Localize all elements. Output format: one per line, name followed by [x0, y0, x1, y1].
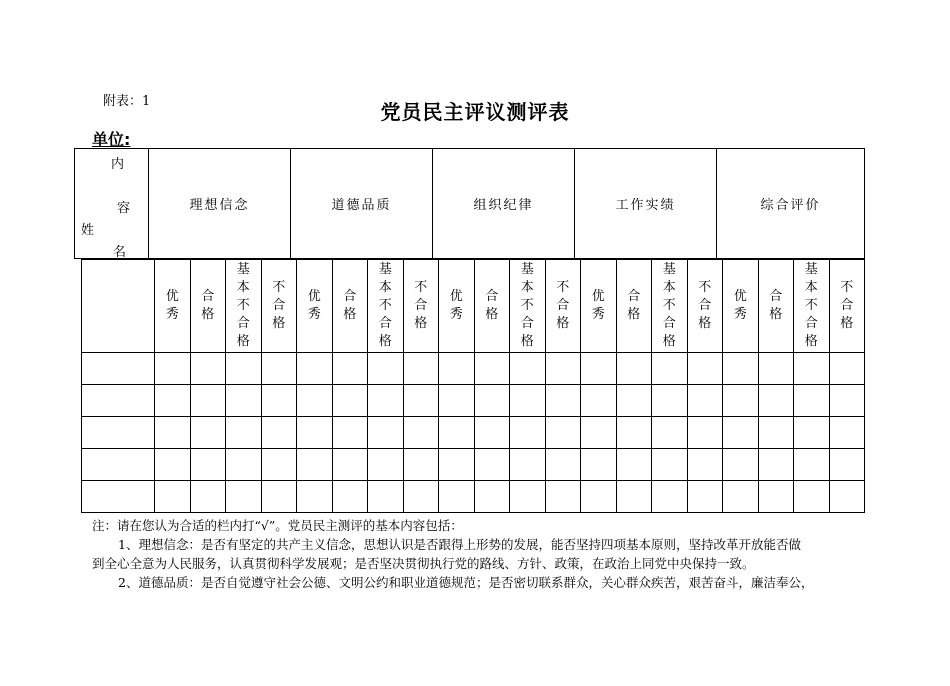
grade-header-char: 不: [840, 280, 854, 295]
rating-check-cell[interactable]: [403, 417, 439, 449]
rating-check-cell[interactable]: [403, 481, 439, 513]
grade-header-char: 格: [698, 316, 712, 331]
grade-header-char: 秀: [307, 307, 321, 322]
grade-header-char: 合: [414, 298, 428, 313]
rating-check-cell[interactable]: [652, 449, 688, 481]
rating-check-cell[interactable]: [226, 417, 262, 449]
rating-check-cell[interactable]: [261, 481, 297, 513]
grade-header-qualified: [332, 260, 368, 353]
rating-check-cell[interactable]: [794, 417, 830, 449]
rating-check-cell[interactable]: [510, 481, 546, 513]
grade-header-qualified: [474, 260, 510, 353]
member-name-cell[interactable]: [82, 353, 155, 385]
grade-header-char: 优: [733, 289, 747, 304]
rating-check-cell[interactable]: [758, 417, 794, 449]
grade-header-char: 合: [343, 289, 357, 304]
corner-label-name-1: 姓: [81, 223, 95, 238]
rating-check-cell[interactable]: [545, 385, 581, 417]
rating-check-cell[interactable]: [190, 481, 226, 513]
attachment-label: 附表：1: [103, 94, 151, 109]
grade-header-excellent: [155, 260, 191, 353]
grade-header-char: 基: [662, 262, 676, 277]
grade-header-char: 不: [236, 298, 250, 313]
grade-header-char: 格: [769, 307, 783, 322]
rating-check-cell[interactable]: [155, 481, 191, 513]
rating-check-cell[interactable]: [332, 449, 368, 481]
grade-header-excellent: [439, 260, 475, 353]
grade-header-char: 秀: [591, 307, 605, 322]
grade-header-char: 秀: [165, 307, 179, 322]
grade-header-basically-qualified: [226, 260, 262, 353]
member-name-cell[interactable]: [82, 481, 155, 513]
corner-label-name-2: 名: [113, 245, 127, 260]
rating-check-cell[interactable]: [723, 385, 759, 417]
grade-header-unqualified: [829, 260, 865, 353]
rating-check-cell[interactable]: [226, 353, 262, 385]
grade-header-char: 本: [520, 280, 534, 295]
rating-check-cell[interactable]: [652, 353, 688, 385]
grade-header-char: 格: [414, 316, 428, 331]
grade-header-char: 合: [627, 289, 641, 304]
rating-check-cell[interactable]: [794, 385, 830, 417]
rating-check-cell[interactable]: [474, 417, 510, 449]
grade-header-char: 格: [236, 334, 250, 349]
rating-grid-table: [81, 259, 865, 513]
grade-header-char: 本: [662, 280, 676, 295]
rating-check-cell[interactable]: [652, 385, 688, 417]
rating-check-cell[interactable]: [261, 417, 297, 449]
rating-check-cell[interactable]: [190, 417, 226, 449]
rating-check-cell[interactable]: [545, 353, 581, 385]
grade-header-char: 秀: [449, 307, 463, 322]
grade-header-char: 秀: [733, 307, 747, 322]
rating-check-cell[interactable]: [652, 417, 688, 449]
category-ideal-belief: 理想信念: [149, 149, 291, 259]
grade-header-char: 基: [804, 262, 818, 277]
grade-header-char: 格: [662, 334, 676, 349]
rating-check-cell[interactable]: [545, 481, 581, 513]
grade-header-char: 合: [556, 298, 570, 313]
grade-header-char: 不: [378, 298, 392, 313]
rating-check-cell[interactable]: [261, 385, 297, 417]
rating-check-cell[interactable]: [190, 385, 226, 417]
rating-check-cell[interactable]: [794, 481, 830, 513]
rating-check-cell[interactable]: [226, 449, 262, 481]
rating-check-cell[interactable]: [474, 481, 510, 513]
rating-check-cell[interactable]: [723, 417, 759, 449]
grade-header-unqualified: [261, 260, 297, 353]
rating-check-cell[interactable]: [297, 481, 333, 513]
grade-header-char: 优: [591, 289, 605, 304]
corner-label-content-2: 容: [117, 201, 131, 216]
rating-check-cell[interactable]: [403, 449, 439, 481]
grade-header-excellent: [581, 260, 617, 353]
rating-check-cell[interactable]: [368, 449, 404, 481]
grade-header-char: 基: [378, 262, 392, 277]
rating-check-cell[interactable]: [155, 417, 191, 449]
page-title: 党员民主评议测评表: [380, 100, 570, 124]
rating-check-cell[interactable]: [403, 353, 439, 385]
table-row: [82, 353, 865, 385]
grade-header-char: 不: [556, 280, 570, 295]
grade-header-char: 不: [804, 298, 818, 313]
rating-check-cell[interactable]: [652, 481, 688, 513]
rating-check-cell[interactable]: [510, 353, 546, 385]
rating-check-cell[interactable]: [758, 385, 794, 417]
corner-label-content-1: 内: [111, 157, 125, 172]
rating-check-cell[interactable]: [758, 481, 794, 513]
grade-header-char: 不: [698, 280, 712, 295]
rating-check-cell[interactable]: [510, 417, 546, 449]
table-row: [82, 417, 865, 449]
notes-item-1-line-1: 1、理想信念：是否有坚定的共产主义信念，思想认识是否跟得上形势的发展，能否坚持四项基本原则，坚持改革开放能否做: [118, 537, 801, 552]
unit-label: 单位:: [92, 130, 131, 149]
grade-header-basically-qualified: [652, 260, 688, 353]
grade-header-unqualified: [403, 260, 439, 353]
grade-header-char: 合: [201, 289, 215, 304]
grade-header-unqualified: [687, 260, 723, 353]
rating-check-cell[interactable]: [616, 481, 652, 513]
table-row: [82, 481, 865, 513]
grade-header-char: 格: [201, 307, 215, 322]
grade-header-unqualified: [545, 260, 581, 353]
rating-check-cell[interactable]: [829, 385, 865, 417]
grade-header-char: 本: [236, 280, 250, 295]
rating-check-cell[interactable]: [226, 385, 262, 417]
rating-check-cell[interactable]: [758, 353, 794, 385]
rating-check-cell[interactable]: [581, 385, 617, 417]
grade-header-char: 合: [840, 298, 854, 313]
rating-check-cell[interactable]: [332, 481, 368, 513]
grade-header-char: 本: [378, 280, 392, 295]
rating-check-cell[interactable]: [439, 385, 475, 417]
rating-check-cell[interactable]: [474, 353, 510, 385]
rating-check-cell[interactable]: [368, 481, 404, 513]
rating-check-cell[interactable]: [155, 353, 191, 385]
rating-check-cell[interactable]: [439, 353, 475, 385]
rating-check-cell[interactable]: [226, 481, 262, 513]
rating-check-cell[interactable]: [510, 449, 546, 481]
grade-header-char: 格: [840, 316, 854, 331]
rating-check-cell[interactable]: [261, 449, 297, 481]
grade-header-char: 合: [236, 316, 250, 331]
rating-check-cell[interactable]: [368, 385, 404, 417]
rating-check-cell[interactable]: [758, 449, 794, 481]
category-discipline: 组织纪律: [433, 149, 575, 259]
grade-header-char: 基: [236, 262, 250, 277]
member-name-cell[interactable]: [82, 385, 155, 417]
evaluation-category-table: [74, 148, 865, 259]
rating-check-cell[interactable]: [794, 353, 830, 385]
grade-header-char: 不: [414, 280, 428, 295]
notes-intro: 注：请在您认为合适的栏内打“√”。党员民主测评的基本内容包括：: [92, 518, 463, 533]
grade-header-basically-qualified: [368, 260, 404, 353]
rating-check-cell[interactable]: [687, 417, 723, 449]
rating-check-cell[interactable]: [829, 353, 865, 385]
rating-check-cell[interactable]: [794, 449, 830, 481]
rating-check-cell[interactable]: [332, 385, 368, 417]
rating-check-cell[interactable]: [261, 353, 297, 385]
category-overall-evaluation: 综合评价: [717, 149, 865, 259]
grade-header-char: 优: [307, 289, 321, 304]
corner-header-cell: [75, 149, 149, 259]
grade-header-char: 合: [272, 298, 286, 313]
grade-header-char: 优: [449, 289, 463, 304]
grade-header-char: 合: [804, 316, 818, 331]
grade-header-char: 格: [556, 316, 570, 331]
notes-item-1-line-2: 到全心全意为人民服务，认真贯彻科学发展观；是否坚决贯彻执行党的路线、方针、政策，在政治上同党中央保持一致。: [92, 556, 755, 571]
grade-header-char: 格: [378, 334, 392, 349]
grade-header-char: 格: [485, 307, 499, 322]
grade-header-basically-qualified: [510, 260, 546, 353]
grade-header-excellent: [723, 260, 759, 353]
rating-check-cell[interactable]: [829, 481, 865, 513]
name-column-header-cell: [82, 260, 155, 353]
rating-check-cell[interactable]: [687, 449, 723, 481]
rating-check-cell[interactable]: [829, 449, 865, 481]
grade-header-char: 合: [698, 298, 712, 313]
grade-header-char: 基: [520, 262, 534, 277]
notes-item-2-line-1: 2、道德品质：是否自觉遵守社会公德、文明公约和职业道德规范；是否密切联系群众，关心群众疾苦，艰苦奋斗，廉洁奉公，: [118, 575, 814, 590]
rating-check-cell[interactable]: [368, 353, 404, 385]
rating-check-cell[interactable]: [723, 353, 759, 385]
grade-header-char: 格: [272, 316, 286, 331]
rating-check-cell[interactable]: [190, 353, 226, 385]
rating-check-cell[interactable]: [297, 385, 333, 417]
rating-check-cell[interactable]: [297, 353, 333, 385]
rating-check-cell[interactable]: [332, 417, 368, 449]
notes-section: [92, 516, 858, 592]
rating-check-cell[interactable]: [368, 417, 404, 449]
rating-check-cell[interactable]: [616, 449, 652, 481]
category-moral-quality: 道德品质: [291, 149, 433, 259]
grade-header-char: 不: [272, 280, 286, 295]
grade-header-char: 格: [627, 307, 641, 322]
rating-check-cell[interactable]: [581, 449, 617, 481]
grade-header-char: 不: [662, 298, 676, 313]
table-row: [82, 385, 865, 417]
rating-check-cell[interactable]: [297, 417, 333, 449]
rating-check-cell[interactable]: [510, 385, 546, 417]
grade-header-char: 格: [804, 334, 818, 349]
table-row: [82, 449, 865, 481]
grade-header-qualified: [190, 260, 226, 353]
rating-check-cell[interactable]: [687, 353, 723, 385]
grade-header-char: 不: [520, 298, 534, 313]
rating-check-cell[interactable]: [297, 449, 333, 481]
rating-check-cell[interactable]: [687, 385, 723, 417]
grade-header-char: 合: [662, 316, 676, 331]
rating-check-cell[interactable]: [403, 385, 439, 417]
grade-header-basically-qualified: [794, 260, 830, 353]
rating-check-cell[interactable]: [723, 449, 759, 481]
rating-check-cell[interactable]: [439, 449, 475, 481]
grade-header-char: 格: [520, 334, 534, 349]
rating-check-cell[interactable]: [616, 385, 652, 417]
category-work-performance: 工作实绩: [575, 149, 717, 259]
rating-check-cell[interactable]: [829, 417, 865, 449]
grade-header-char: 合: [378, 316, 392, 331]
rating-check-cell[interactable]: [474, 449, 510, 481]
grade-header-char: 合: [485, 289, 499, 304]
rating-check-cell[interactable]: [439, 481, 475, 513]
rating-check-cell[interactable]: [723, 481, 759, 513]
rating-check-cell[interactable]: [190, 449, 226, 481]
grade-header-char: 合: [769, 289, 783, 304]
grade-header-qualified: [758, 260, 794, 353]
grade-header-qualified: [616, 260, 652, 353]
grade-header-excellent: [297, 260, 333, 353]
rating-check-cell[interactable]: [687, 481, 723, 513]
rating-check-cell[interactable]: [332, 353, 368, 385]
grade-header-char: 本: [804, 280, 818, 295]
rating-check-cell[interactable]: [155, 449, 191, 481]
rating-check-cell[interactable]: [439, 417, 475, 449]
grade-header-char: 优: [165, 289, 179, 304]
member-name-cell[interactable]: [82, 449, 155, 481]
rating-check-cell[interactable]: [581, 481, 617, 513]
rating-check-cell[interactable]: [581, 353, 617, 385]
rating-check-cell[interactable]: [545, 449, 581, 481]
rating-check-cell[interactable]: [616, 417, 652, 449]
rating-check-cell[interactable]: [581, 417, 617, 449]
grade-header-char: 格: [343, 307, 357, 322]
grade-header-char: 合: [520, 316, 534, 331]
rating-check-cell[interactable]: [155, 385, 191, 417]
rating-check-cell[interactable]: [616, 353, 652, 385]
rating-check-cell[interactable]: [545, 417, 581, 449]
rating-check-cell[interactable]: [474, 385, 510, 417]
member-name-cell[interactable]: [82, 417, 155, 449]
